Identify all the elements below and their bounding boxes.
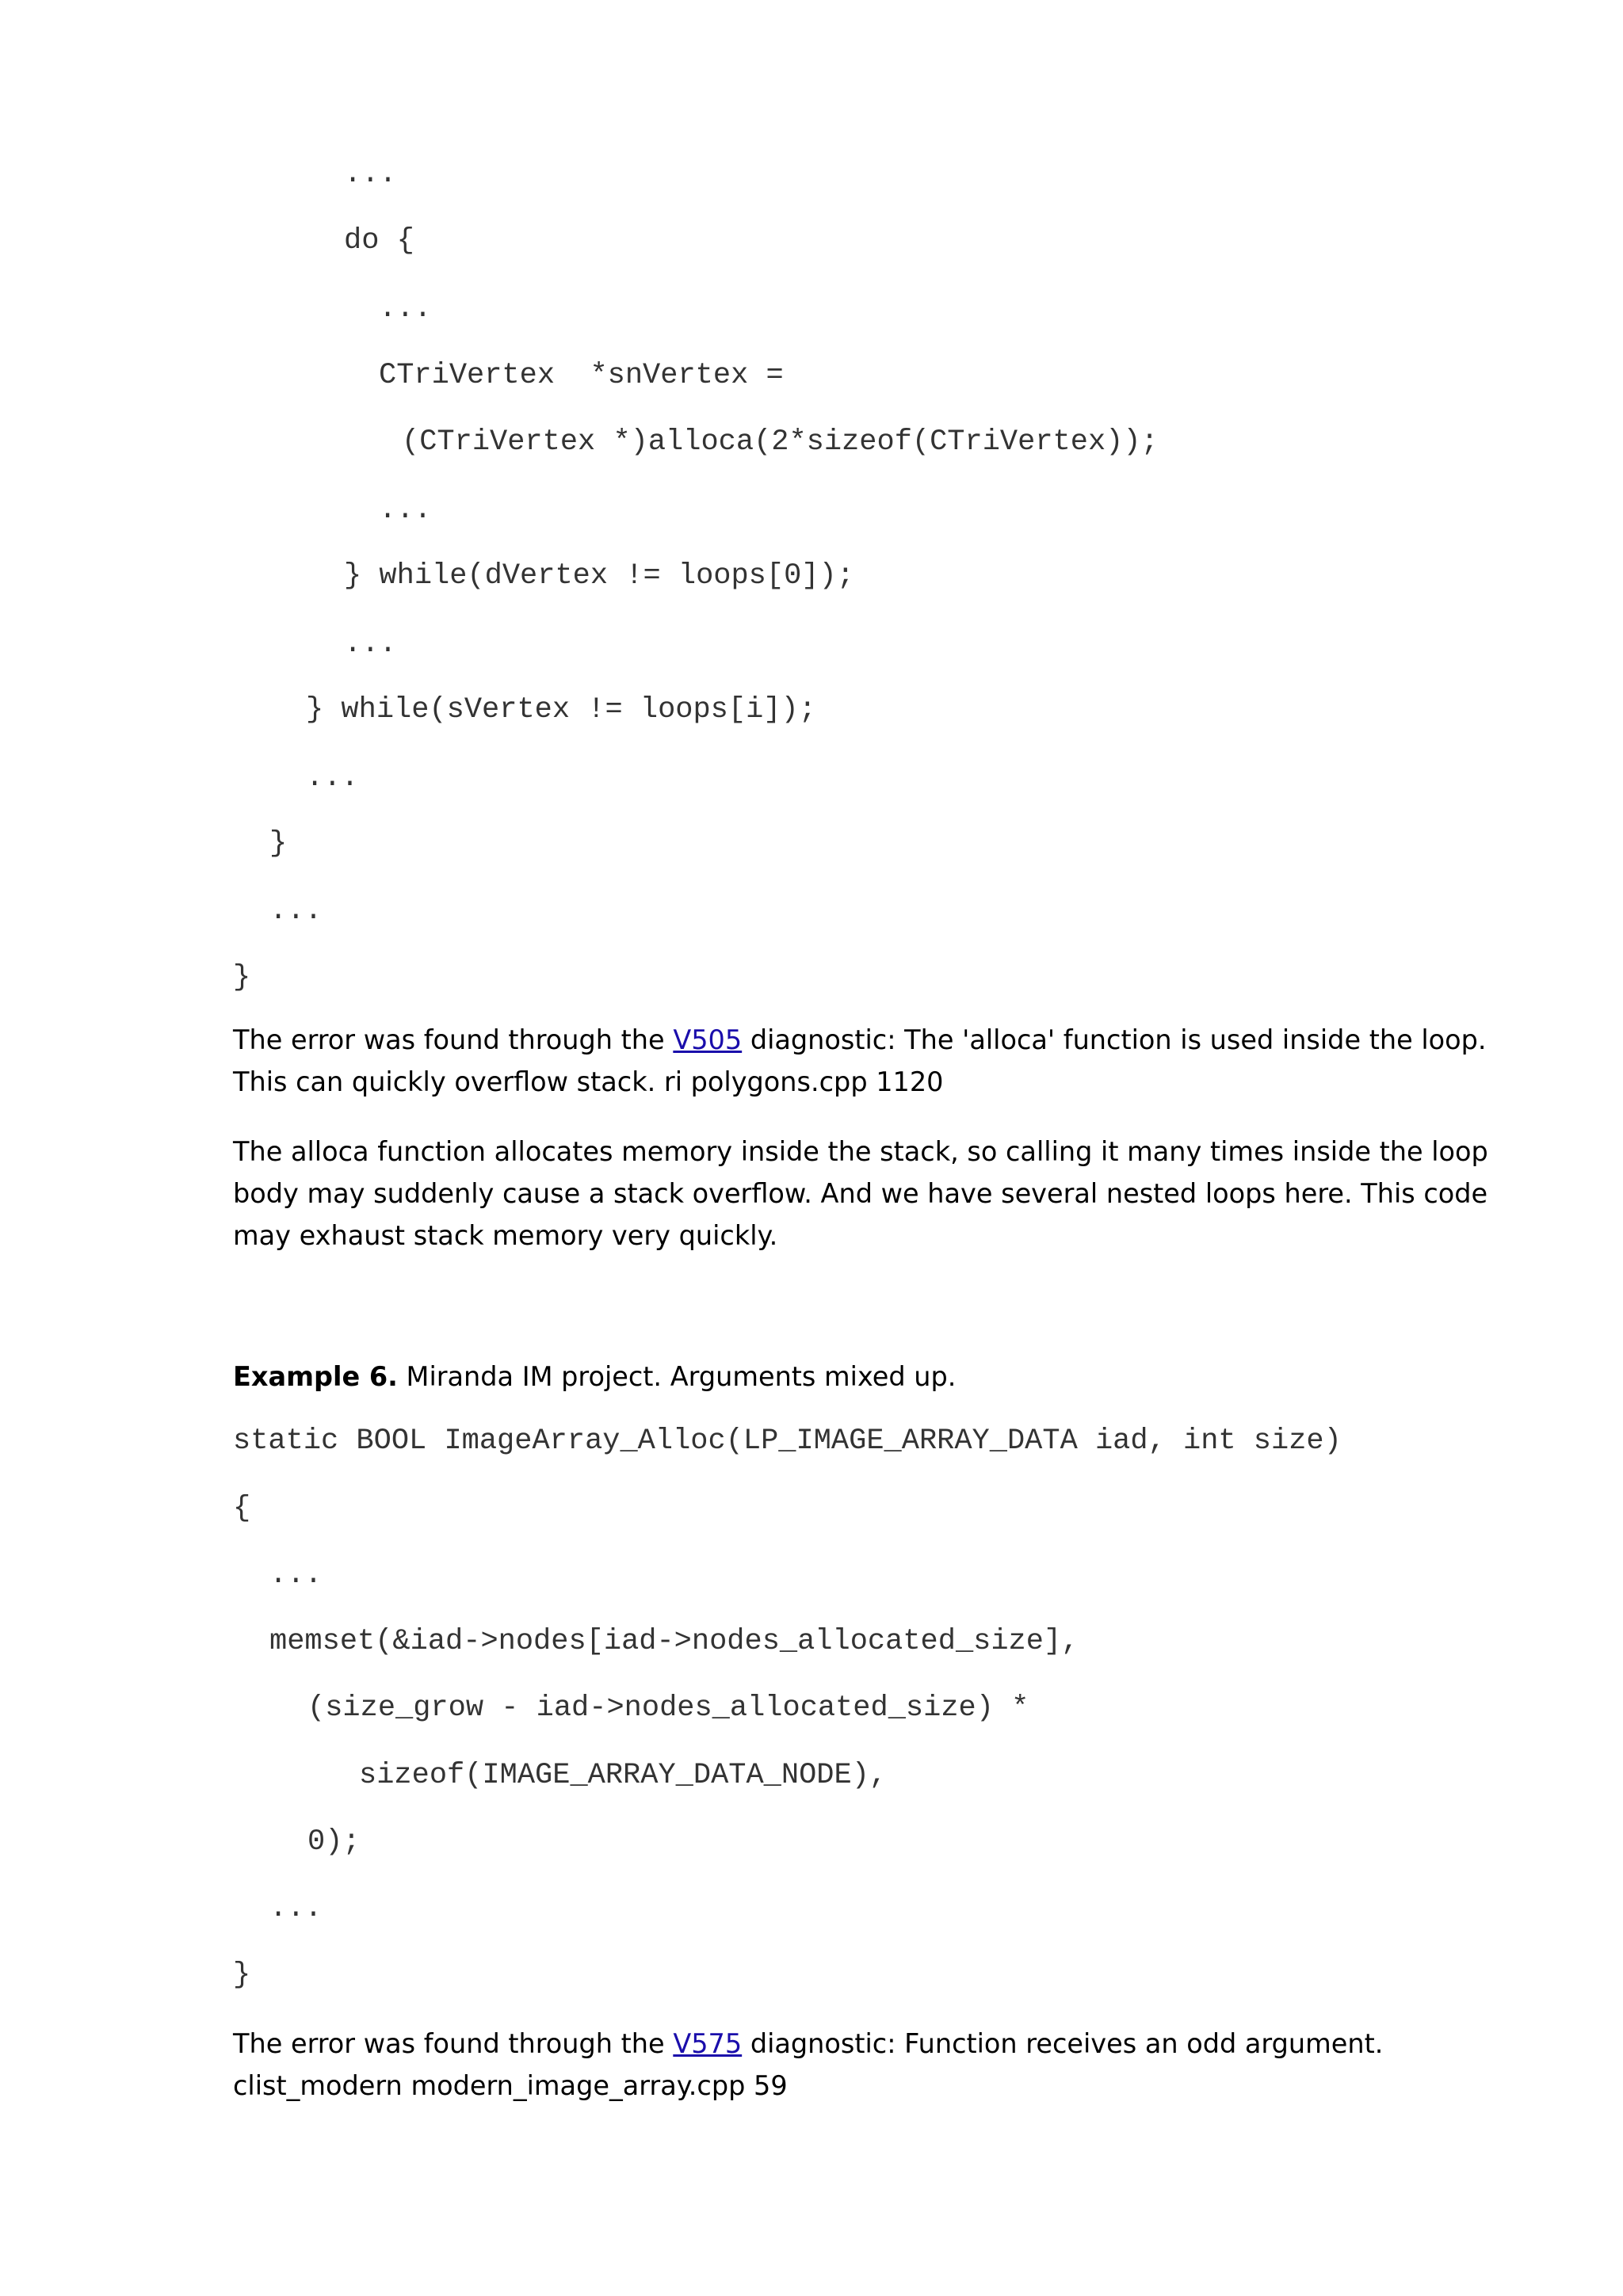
para-text: diagnostic: Function receives an odd argument. clist_modern modern_image_array.cpp 59 xyxy=(233,2028,1384,2101)
example-label: Example 6. xyxy=(233,1361,398,1392)
para-text: The error was found through the xyxy=(233,1024,674,1055)
v505-link[interactable]: V505 xyxy=(673,1024,743,1055)
code-line: } xyxy=(233,1958,251,1992)
code-line: ... xyxy=(344,627,397,661)
diagnostic-paragraph-v505 xyxy=(233,1019,1517,1103)
example-title: Miranda IM project. Arguments mixed up. xyxy=(397,1361,957,1392)
code-line: ... xyxy=(269,1558,323,1592)
code-line: sizeof(IMAGE_ARRAY_DATA_NODE), xyxy=(359,1759,888,1792)
explanation-paragraph: The alloca function allocates memory inside the stack, so calling it many times inside the loop body may suddenly cause a stack overflow. And we have several nested loops here. This code may exhaust stack memory very quickly. xyxy=(233,1136,1488,1251)
code-line: } xyxy=(233,961,251,994)
code-line: memset(&iad->nodes[iad->nodes_allocated_size], xyxy=(269,1625,1079,1658)
example-heading xyxy=(233,1356,1517,1398)
code-line: do { xyxy=(344,224,414,257)
code-line: } xyxy=(269,827,288,860)
code-line: { xyxy=(233,1492,251,1525)
code-line: } while(sVertex != loops[i]); xyxy=(306,693,816,727)
code-line: ... xyxy=(344,158,397,191)
para-text: diagnostic: The 'alloca' function is used inside the loop. This can quickly overflow stack. ri polygons.cpp 1120 xyxy=(233,1024,1487,1097)
code-line: static BOOL ImageArray_Alloc(LP_IMAGE_ARRAY_DATA iad, int size) xyxy=(233,1425,1342,1458)
code-line: ... xyxy=(269,1892,323,1925)
code-line: ... xyxy=(306,761,359,795)
v575-link[interactable]: V575 xyxy=(673,2028,743,2059)
code-line: (CTriVertex *)alloca(2*sizeof(CTriVertex)); xyxy=(402,425,1159,459)
code-line: ... xyxy=(269,894,323,928)
code-line: ... xyxy=(379,494,432,527)
code-line: ... xyxy=(379,292,432,326)
diagnostic-paragraph-v575 xyxy=(233,2023,1517,2107)
code-line: (size_grow - iad->nodes_allocated_size) * xyxy=(307,1691,1029,1725)
para-text: The error was found through the xyxy=(233,2028,674,2059)
code-line: CTriVertex *snVertex = xyxy=(379,359,784,392)
code-line: } while(dVertex != loops[0]); xyxy=(344,559,854,593)
code-line: 0); xyxy=(307,1825,361,1859)
